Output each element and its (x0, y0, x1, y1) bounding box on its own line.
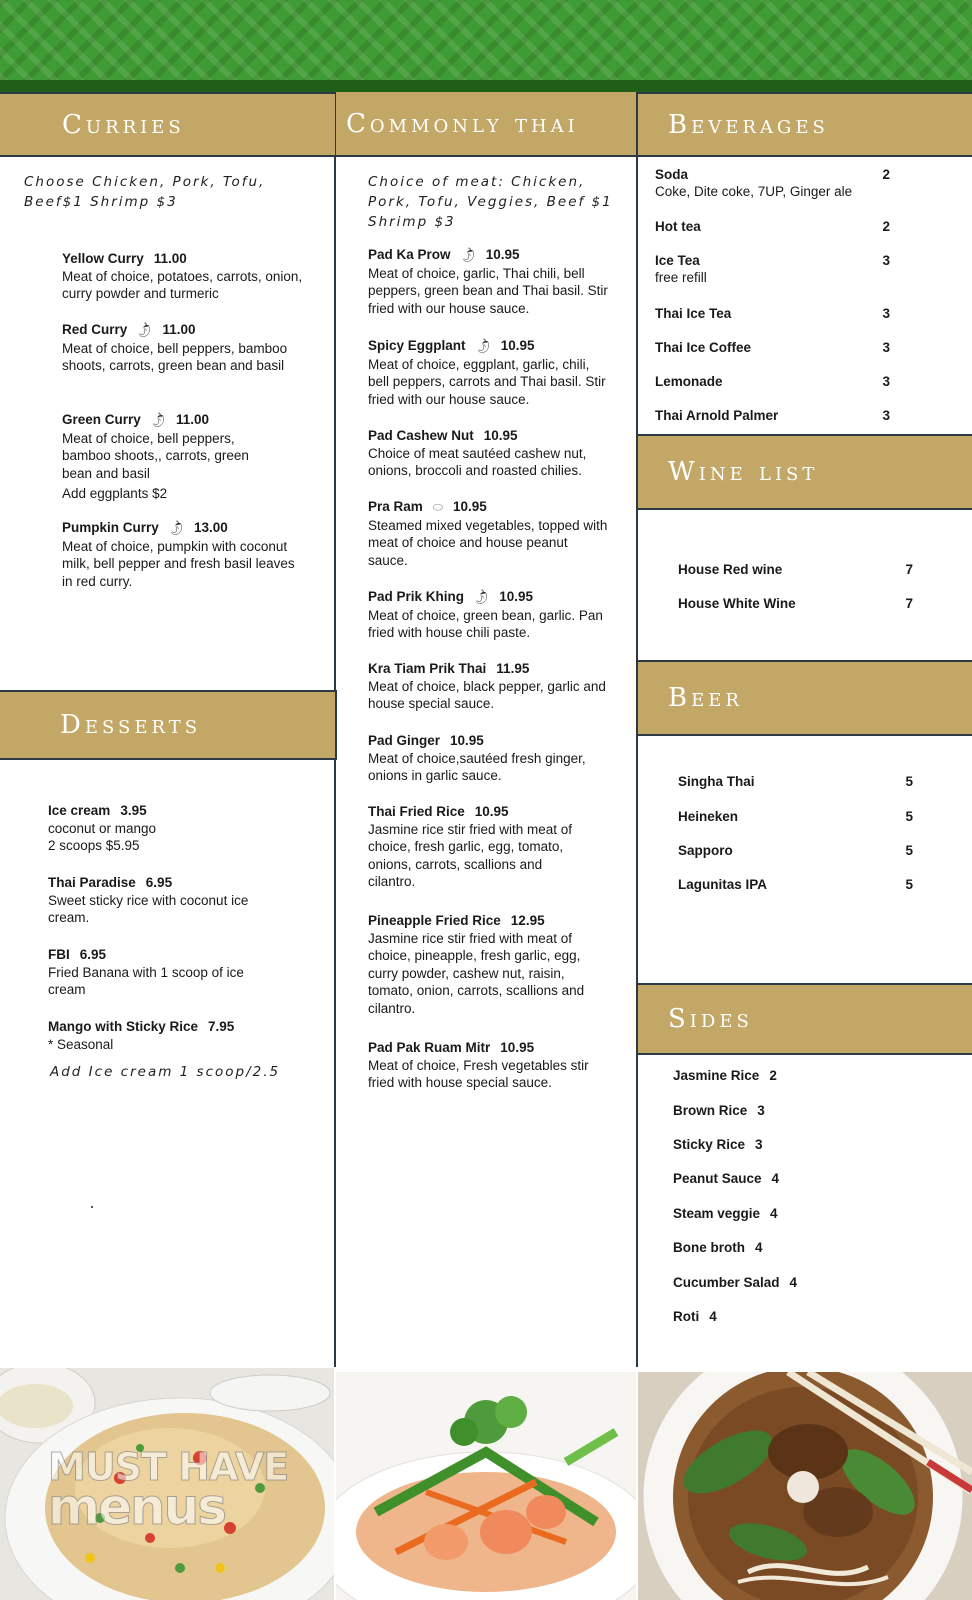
watermark-line1: MUST HAVE (48, 1445, 289, 1489)
dish-name: Kra Tiam Prik Thai (368, 661, 487, 676)
dish-name: Pad Cashew Nut (368, 428, 474, 443)
side-name: Steam veggie (673, 1206, 761, 1221)
side-item (673, 1240, 763, 1255)
stray-dot (91, 1206, 93, 1208)
menu-item (368, 1039, 613, 1092)
dish-extra: Add eggplants $2 (62, 486, 168, 501)
beverage-row (655, 218, 890, 235)
dish-description: Meat of choice, potatoes, carrots, onion, curry powder and turmeric (62, 268, 303, 301)
dish-price: 11.00 (153, 251, 187, 266)
chili-icon: 🌶 (457, 245, 478, 265)
beer-price: 5 (905, 774, 913, 789)
beer-title: Beer (668, 683, 743, 713)
dish-name: Red Curry (62, 322, 128, 337)
wine-title: Wine list (668, 457, 819, 487)
pattern-banner (0, 0, 972, 80)
chili-icon: 🌶 (147, 410, 169, 430)
menu-item (48, 1018, 308, 1053)
dish-description: Meat of choice, black pepper, garlic and house special sauce. (368, 678, 606, 711)
menu-item (48, 802, 288, 855)
dish-name: Thai Paradise (48, 875, 136, 890)
chili-icon: 🌶 (471, 587, 492, 607)
stir-fry-shrimp-photo (336, 1372, 636, 1600)
beverages-title: Beverages (668, 109, 829, 140)
peanut-icon: ⬭ (432, 500, 444, 514)
dish-extra: 2 scoops $5.95 (48, 838, 140, 853)
desserts-header (0, 690, 337, 760)
beer-price: 5 (905, 843, 913, 858)
dish-name: Spicy Eggplant (368, 338, 466, 353)
side-item (673, 1103, 765, 1118)
side-item (673, 1206, 778, 1221)
menu-item (62, 250, 307, 303)
beverage-row (655, 373, 890, 390)
side-name: Cucumber Salad (673, 1275, 780, 1290)
side-name: Jasmine Rice (673, 1068, 760, 1083)
noodle-soup-photo (638, 1372, 972, 1600)
beverage-label: Soda (655, 167, 689, 182)
dish-price: 6.95 (79, 947, 107, 962)
menu-item (48, 946, 273, 999)
dish-name: Mango with Sticky Rice (48, 1019, 199, 1034)
sides-title: Sides (668, 1004, 753, 1034)
wine-row (678, 561, 913, 578)
beverage-name: Lemonade (655, 374, 723, 389)
dish-name: Pad Pak Ruam Mitr (368, 1040, 491, 1055)
side-item (673, 1068, 777, 1083)
dish-name: Pad Ginger (368, 733, 441, 748)
beverage-name: Thai Ice Coffee (655, 340, 752, 355)
menu-item (48, 874, 278, 927)
menu-item (368, 588, 608, 642)
beverage-name: Thai Arnold Palmer (655, 408, 779, 423)
dish-description: Meat of choice, bell peppers, bamboo shoots,, carrots, green bean and basil (62, 430, 249, 481)
dish-description: Steamed mixed vegetables, topped with meat of choice and house peanut sauce. (368, 517, 608, 568)
chili-icon: 🌶 (472, 336, 493, 356)
watermark-line2: menus (48, 1478, 225, 1536)
side-price: 2 (769, 1068, 777, 1083)
side-item (673, 1171, 779, 1186)
beer-row (678, 808, 913, 825)
beverage-name (655, 252, 707, 286)
dish-description: Choice of meat sautéed cashew nut, onions, broccoli and roasted chilies. (368, 445, 587, 478)
dish-description: * Seasonal (48, 1036, 114, 1052)
banner-rule (0, 80, 972, 92)
menu-item (368, 337, 608, 408)
side-name: Sticky Rice (673, 1137, 746, 1152)
beverage-price: 3 (882, 374, 890, 389)
menu-item (368, 732, 613, 785)
wine-row (678, 595, 913, 612)
dish-price: 10.95 (483, 428, 518, 443)
wine-name: House Red wine (678, 562, 783, 577)
desserts-title: Desserts (60, 710, 202, 740)
dish-description: Meat of choice, eggplant, garlic, chili, bell peppers, carrots and Thai basil. Stir fried with our house sauce. (368, 356, 606, 407)
side-name: Brown Rice (673, 1103, 748, 1118)
wine-name: House White Wine (678, 596, 796, 611)
dish-description: Meat of choice,sautéed fresh ginger, onions in garlic sauce. (368, 750, 586, 783)
wine-price: 7 (905, 562, 913, 577)
chili-icon: 🌶 (165, 518, 187, 538)
side-price: 4 (755, 1240, 763, 1255)
chili-icon: 🌶 (134, 320, 155, 340)
beverage-name: Hot tea (655, 219, 701, 234)
beer-name: Heineken (678, 809, 739, 824)
menu-item (62, 519, 307, 590)
dish-name: Pineapple Fried Rice (368, 913, 501, 928)
side-name: Roti (673, 1309, 700, 1324)
menu-item (368, 660, 608, 713)
desserts-note: Add Ice cream 1 scoop/2.5 (50, 1064, 281, 1080)
dish-description: Meat of choice, green bean, garlic. Pan fried with house chili paste. (368, 607, 603, 640)
menu-item (368, 912, 608, 1017)
beer-price: 5 (905, 877, 913, 892)
beverage-label: Ice Tea (655, 253, 700, 268)
menu-item (62, 411, 277, 503)
dish-price: 10.95 (500, 338, 535, 353)
beverage-price: 3 (882, 340, 890, 355)
beverage-sub: Coke, Dite coke, 7UP, Ginger ale (655, 184, 853, 199)
dish-price: 10.95 (485, 247, 520, 262)
side-item (673, 1275, 797, 1290)
dish-description: Jasmine rice stir fried with meat of choice, pineapple, fresh garlic, egg, curry powder, cashew nut, raisin, tomato, onion, carrots, scallions and cilantro. (368, 930, 585, 1016)
menu-item (62, 321, 307, 375)
beverage-row (655, 339, 890, 356)
dish-price: 10.95 (499, 589, 534, 604)
dish-description: coconut or mango (48, 820, 157, 836)
dish-name: Ice cream (48, 803, 111, 818)
beer-row (678, 842, 913, 859)
beer-row (678, 876, 913, 893)
menu-item (368, 803, 593, 891)
dish-name: Thai Fried Rice (368, 804, 465, 819)
beverage-sub: free refill (655, 270, 707, 285)
menu-item (368, 427, 618, 480)
dish-price: 7.95 (208, 1019, 235, 1034)
commonly-thai-title: Commonly thai (346, 108, 579, 139)
menu-item (368, 498, 608, 569)
beverage-row (655, 252, 890, 286)
beverage-price: 2 (882, 167, 890, 182)
dish-name: Pumpkin Curry (62, 520, 159, 535)
dish-price: 13.00 (194, 520, 228, 535)
side-price: 4 (789, 1275, 798, 1290)
dish-price: 6.95 (145, 875, 173, 890)
beer-price: 5 (905, 809, 913, 824)
dish-price: 10.95 (474, 804, 509, 819)
side-price: 3 (755, 1137, 763, 1152)
wine-price: 7 (905, 596, 913, 611)
beer-row (678, 773, 913, 790)
side-item (673, 1137, 763, 1152)
dish-name: Pad Ka Prow (368, 247, 451, 262)
beverage-row (655, 305, 890, 322)
dish-description: Sweet sticky rice with coconut ice cream. (48, 892, 249, 925)
dish-name: Yellow Curry (62, 251, 144, 266)
dish-price: 3.95 (120, 803, 147, 818)
beverage-row (655, 166, 890, 200)
menu-item (368, 246, 608, 317)
dish-description: Meat of choice, bell peppers, bamboo shoots, carrots, green bean and basil (62, 340, 288, 373)
wine-header (638, 434, 972, 510)
beverage-name (655, 166, 852, 200)
dish-price: 10.95 (500, 1040, 535, 1055)
beverage-price: 3 (882, 408, 890, 423)
dish-description: Jasmine rice stir fried with meat of choice, fresh garlic, egg, tomato, onions, carrots, scallions and cilantro. (368, 821, 573, 889)
dish-price: 11.95 (496, 661, 530, 676)
dish-price: 11.00 (176, 412, 210, 427)
curries-note: Choose Chicken, Pork, Tofu, Beef$1 Shrimp $3 (24, 174, 266, 210)
beverage-price: 3 (882, 253, 890, 268)
beverage-price: 3 (882, 306, 890, 321)
dish-description: Meat of choice, garlic, Thai chili, bell peppers, green bean and Thai basil. Stir fried with our house sauce. (368, 265, 608, 316)
beverage-price: 2 (882, 219, 890, 234)
beer-header (638, 660, 972, 736)
side-price: 3 (757, 1103, 765, 1118)
side-price: 4 (709, 1309, 717, 1324)
dish-price: 12.95 (510, 913, 545, 928)
side-item (673, 1309, 717, 1324)
beer-name: Lagunitas IPA (678, 877, 768, 892)
dish-price: 10.95 (453, 499, 487, 514)
commonly-thai-note: Choice of meat: Chicken, Pork, Tofu, Veggies, Beef $1 Shrimp $3 (368, 174, 613, 230)
dish-price: 11.00 (162, 322, 196, 337)
dish-description: Fried Banana with 1 scoop of ice cream (48, 964, 244, 997)
side-price: 4 (770, 1206, 778, 1221)
beer-name: Singha Thai (678, 774, 755, 789)
dish-name: Pra Ram (368, 499, 423, 514)
dish-name: Pad Prik Khing (368, 589, 465, 604)
beverage-name: Thai Ice Tea (655, 306, 732, 321)
beer-name: Sapporo (678, 843, 733, 858)
dish-price: 10.95 (450, 733, 484, 748)
curries-header (0, 92, 335, 157)
dish-description: Meat of choice, pumpkin with coconut milk, bell pepper and fresh basil leaves in red curry. (62, 538, 295, 589)
dish-name: Green Curry (62, 412, 141, 427)
curries-title: Curries (62, 109, 185, 140)
dish-description: Meat of choice, Fresh vegetables stir fried with house special sauce. (368, 1057, 589, 1090)
side-price: 4 (771, 1171, 780, 1186)
beverages-header (638, 92, 972, 157)
sides-header (638, 983, 972, 1055)
side-name: Peanut Sauce (673, 1171, 762, 1186)
commonly-thai-header (336, 92, 636, 157)
dish-name: FBI (48, 947, 70, 962)
beverage-row (655, 407, 890, 424)
side-name: Bone broth (673, 1240, 745, 1255)
